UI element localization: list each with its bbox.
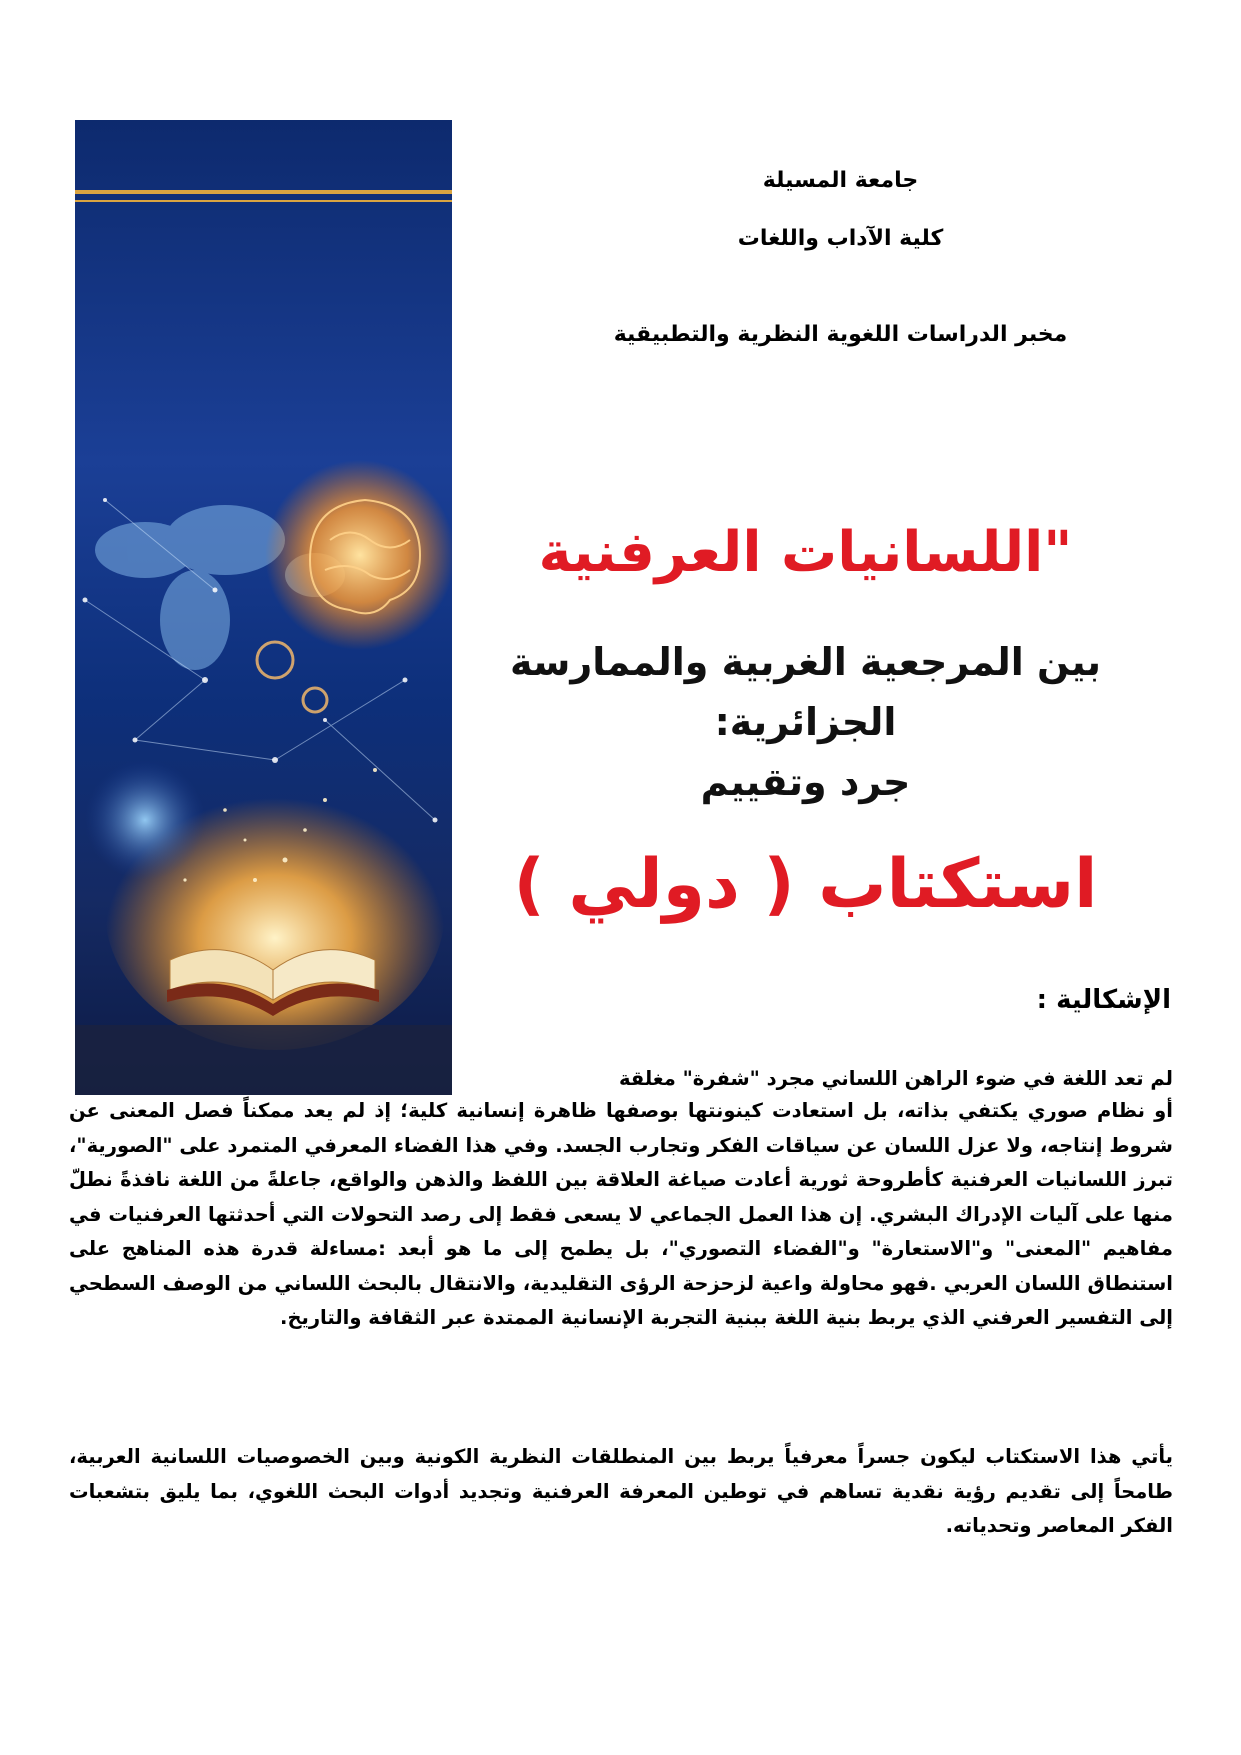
subtitle-line-3: جرد وتقييم — [700, 760, 911, 804]
call-for-papers-title: استكتاب ( دولي ) — [513, 845, 1098, 924]
main-title: "اللسانيات العرفنية — [538, 520, 1073, 585]
paragraph-1-first-line: لم تعد اللغة في ضوء الراهن اللساني مجرد "شفرة" مغلقة — [618, 1067, 1173, 1090]
university-name: جامعة المسيلة — [762, 168, 919, 193]
laboratory-name: مخبر الدراسات اللغوية النظرية والتطبيقية — [613, 322, 1068, 347]
faculty-name: كلية الآداب واللغات — [737, 226, 944, 251]
paragraph-1-body: أو نظام صوري يكتفي بذاته، بل استعادت كينونتها بوصفها ظاهرة إنسانية كلية؛ إذ لم يعد ممكناً فصل المعنى عن شروط إنتاجه، ولا عزل اللسان عن سياقات الفكر وتجارب الجسد. وفي هذا الفضاء المعرفي المتمرد على "الصورية"، تبرز اللسانيات العرفنية كأطروحة ثورية أعادت صياغة العلاقة بين اللفظ والذهن والواقع، جاعلةً من اللغة نافذةً نطلّ منها على آليات الإدراك البشري. إن هذا العمل الجماعي لا يسعى فقط إلى رصد التحولات التي أحدثتها العرفنيات في مفاهيم "المعنى" و"الاستعارة" و"الفضاء التصوري"، بل يطمح إلى ما هو أبعد :مساءلة قدرة هذه المناهج على استنطاق اللسان العربي .فهو محاولة واعية لزحزحة الرؤى التقليدية، والانتقال بالبحث اللساني من الوصف السطحي إلى التفسير العرفني الذي يربط بنية اللغة ببنية التجربة الإنسانية الممتدة عبر الثقافة والتاريخ. — [69, 1099, 1173, 1329]
subtitle-line-1: بين المرجعية الغربية والممارسة — [509, 640, 1102, 684]
problem-heading: الإشكالية : — [1036, 985, 1171, 1015]
cover-illustration — [75, 120, 452, 1095]
subtitle-line-2: الجزائرية: — [714, 700, 897, 744]
paragraph-2: يأتي هذا الاستكتاب ليكون جسراً معرفياً يربط بين المنطلقات النظرية الكونية وبين الخصوصيات اللسانية العربية، طامحاً إلى تقديم رؤية نقدية تساهم في توطين المعرفة العرفنية وتجديد أدوات البحث اللغوي، بما يليق بتشعبات الفكر المعاصر وتحدياته. — [69, 1445, 1173, 1537]
